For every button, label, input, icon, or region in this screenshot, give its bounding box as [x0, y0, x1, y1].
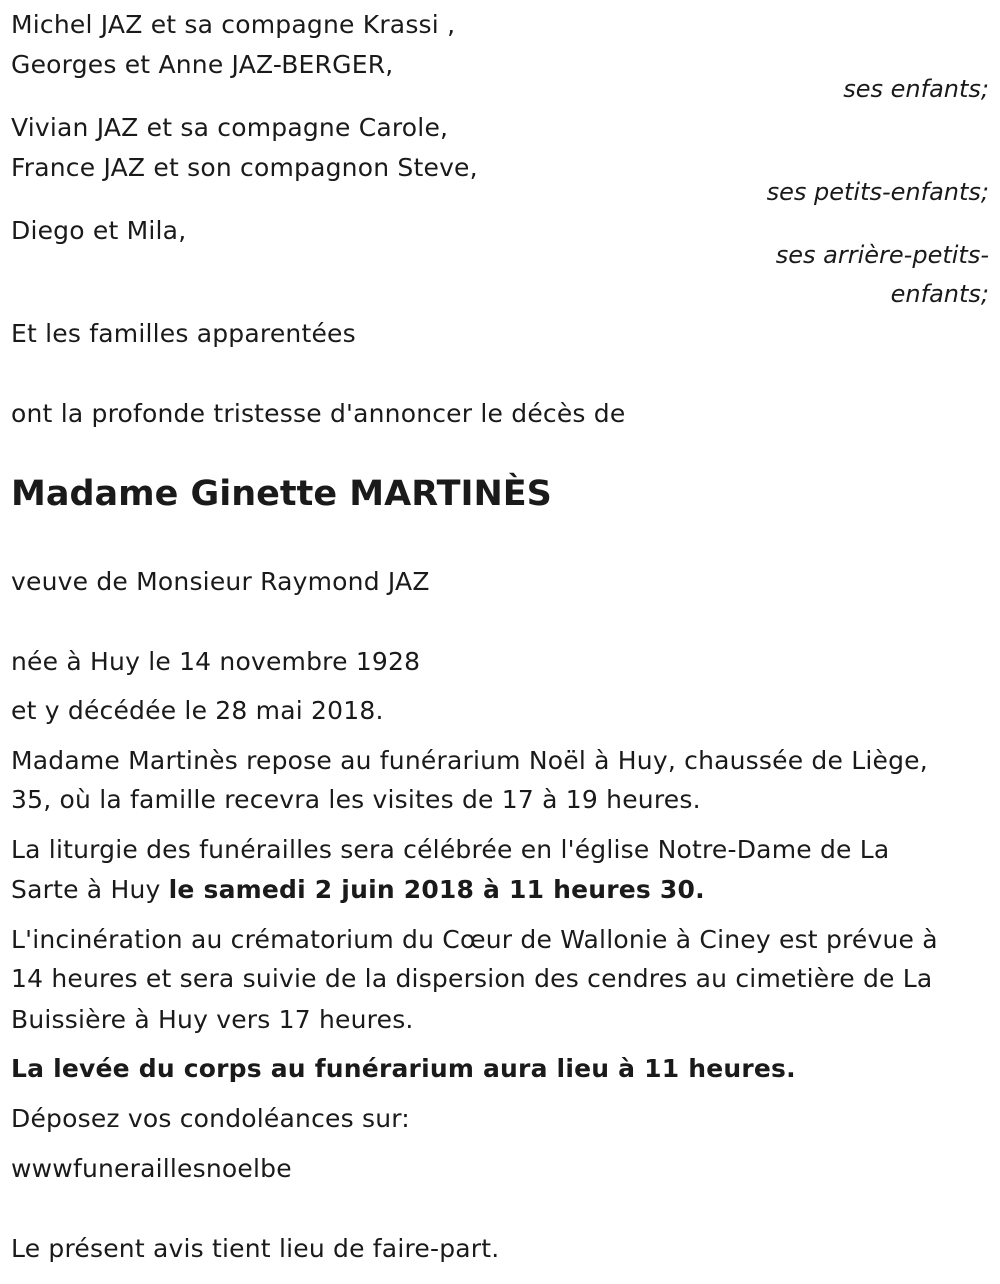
- widow-of: veuve de Monsieur Raymond JAZ: [11, 567, 430, 596]
- condolences-website-link[interactable]: wwwfuneraillesnoelbe: [11, 1154, 292, 1183]
- great-grandchildren-label-2: enfants;: [890, 280, 989, 308]
- liturgy-line-1: La liturgie des funérailles sera célébrée en l'église Notre-Dame de La: [11, 835, 890, 864]
- liturgy-line-2: [11, 870, 705, 910]
- children-label: ses enfants;: [843, 75, 989, 103]
- repose-line-2: 35, où la famille recevra les visites de 17 à 19 heures.: [11, 785, 701, 814]
- cremation-line-3: Buissière à Huy vers 17 heures.: [11, 1005, 414, 1034]
- birth-line: née à Huy le 14 novembre 1928: [11, 647, 421, 676]
- great-grandchildren-line: Diego et Mila,: [11, 216, 187, 245]
- children-line-1: Michel JAZ et sa compagne Krassi ,: [11, 10, 456, 39]
- children-line-2: Georges et Anne JAZ-BERGER,: [11, 50, 394, 79]
- liturgy-line-2-prefix: Sarte à Huy: [11, 875, 169, 904]
- related-families: Et les familles apparentées: [11, 319, 356, 348]
- cremation-line-2: 14 heures et sera suivie de la dispersion des cendres au cimetière de La: [11, 964, 933, 993]
- cremation-line-1: L'incinération au crématorium du Cœur de Wallonie à Ciney est prévue à: [11, 925, 938, 954]
- grandchildren-line-1: Vivian JAZ et sa compagne Carole,: [11, 113, 449, 142]
- great-grandchildren-label-1: ses arrière-petits-: [775, 241, 989, 269]
- levee-du-corps: La levée du corps au funérarium aura lieu à 11 heures.: [11, 1054, 796, 1083]
- closing-statement: Le présent avis tient lieu de faire-part.: [11, 1234, 500, 1263]
- liturgy-date-time: le samedi 2 juin 2018 à 11 heures 30.: [168, 875, 705, 904]
- repose-line-1: Madame Martinès repose au funérarium Noël à Huy, chaussée de Liège,: [11, 746, 928, 775]
- announcement-intro: ont la profonde tristesse d'annoncer le décès de: [11, 399, 626, 428]
- grandchildren-line-2: France JAZ et son compagnon Steve,: [11, 153, 478, 182]
- deceased-name: Madame Ginette MARTINÈS: [11, 474, 552, 514]
- death-line: et y décédée le 28 mai 2018.: [11, 696, 384, 725]
- condolences-label: Déposez vos condoléances sur:: [11, 1104, 410, 1133]
- grandchildren-label: ses petits-enfants;: [766, 178, 989, 206]
